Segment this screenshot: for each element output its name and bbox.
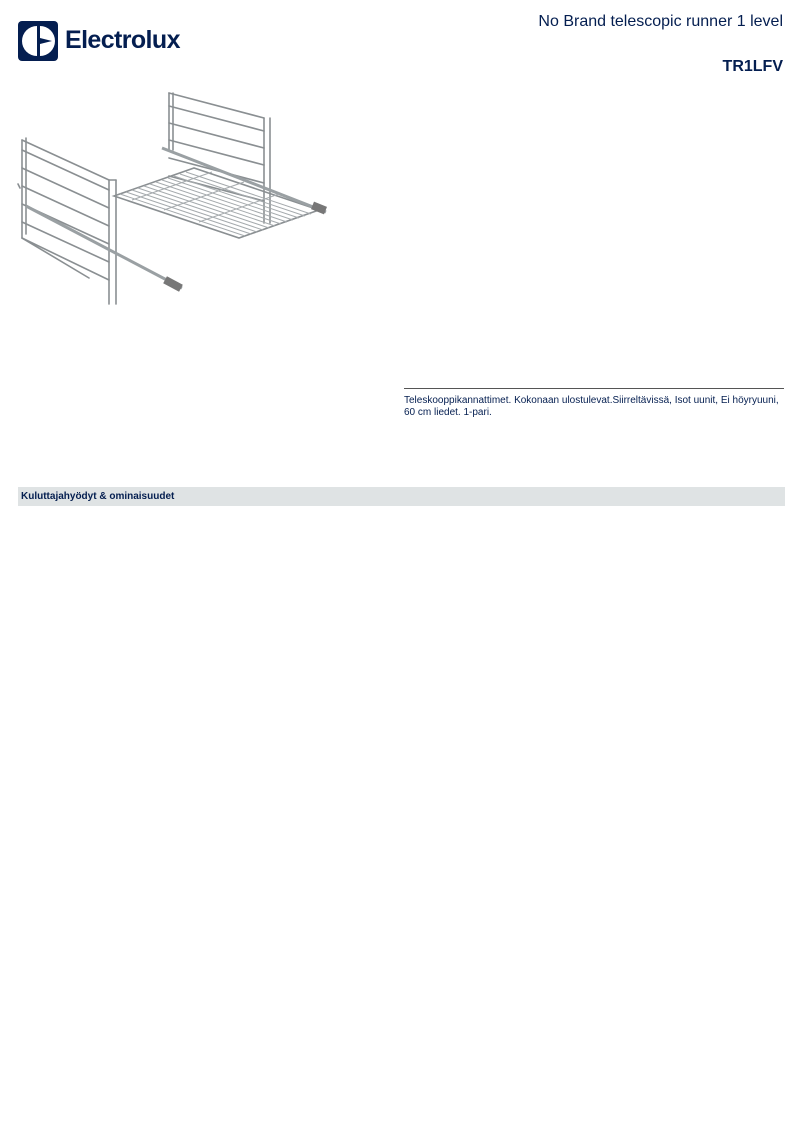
section-header bbox=[18, 487, 785, 506]
product-name: No Brand telescopic runner 1 level bbox=[538, 13, 783, 30]
brand-logo bbox=[18, 21, 188, 61]
oven-telescopic-runner-rack-image bbox=[14, 88, 332, 310]
description-divider bbox=[404, 388, 784, 389]
electrolux-logo-icon bbox=[18, 21, 58, 61]
product-code: TR1LFV bbox=[722, 58, 783, 75]
product-description: Teleskooppikannattimet. Kokonaan ulostulevat.Siirreltävissä, Isot uunit, Ei höyryuuni, 60 cm liedet. 1-pari. bbox=[404, 395, 779, 418]
brand-name: Electrolux bbox=[65, 26, 180, 54]
section-title: Kuluttajahyödyt & ominaisuudet bbox=[21, 491, 175, 502]
